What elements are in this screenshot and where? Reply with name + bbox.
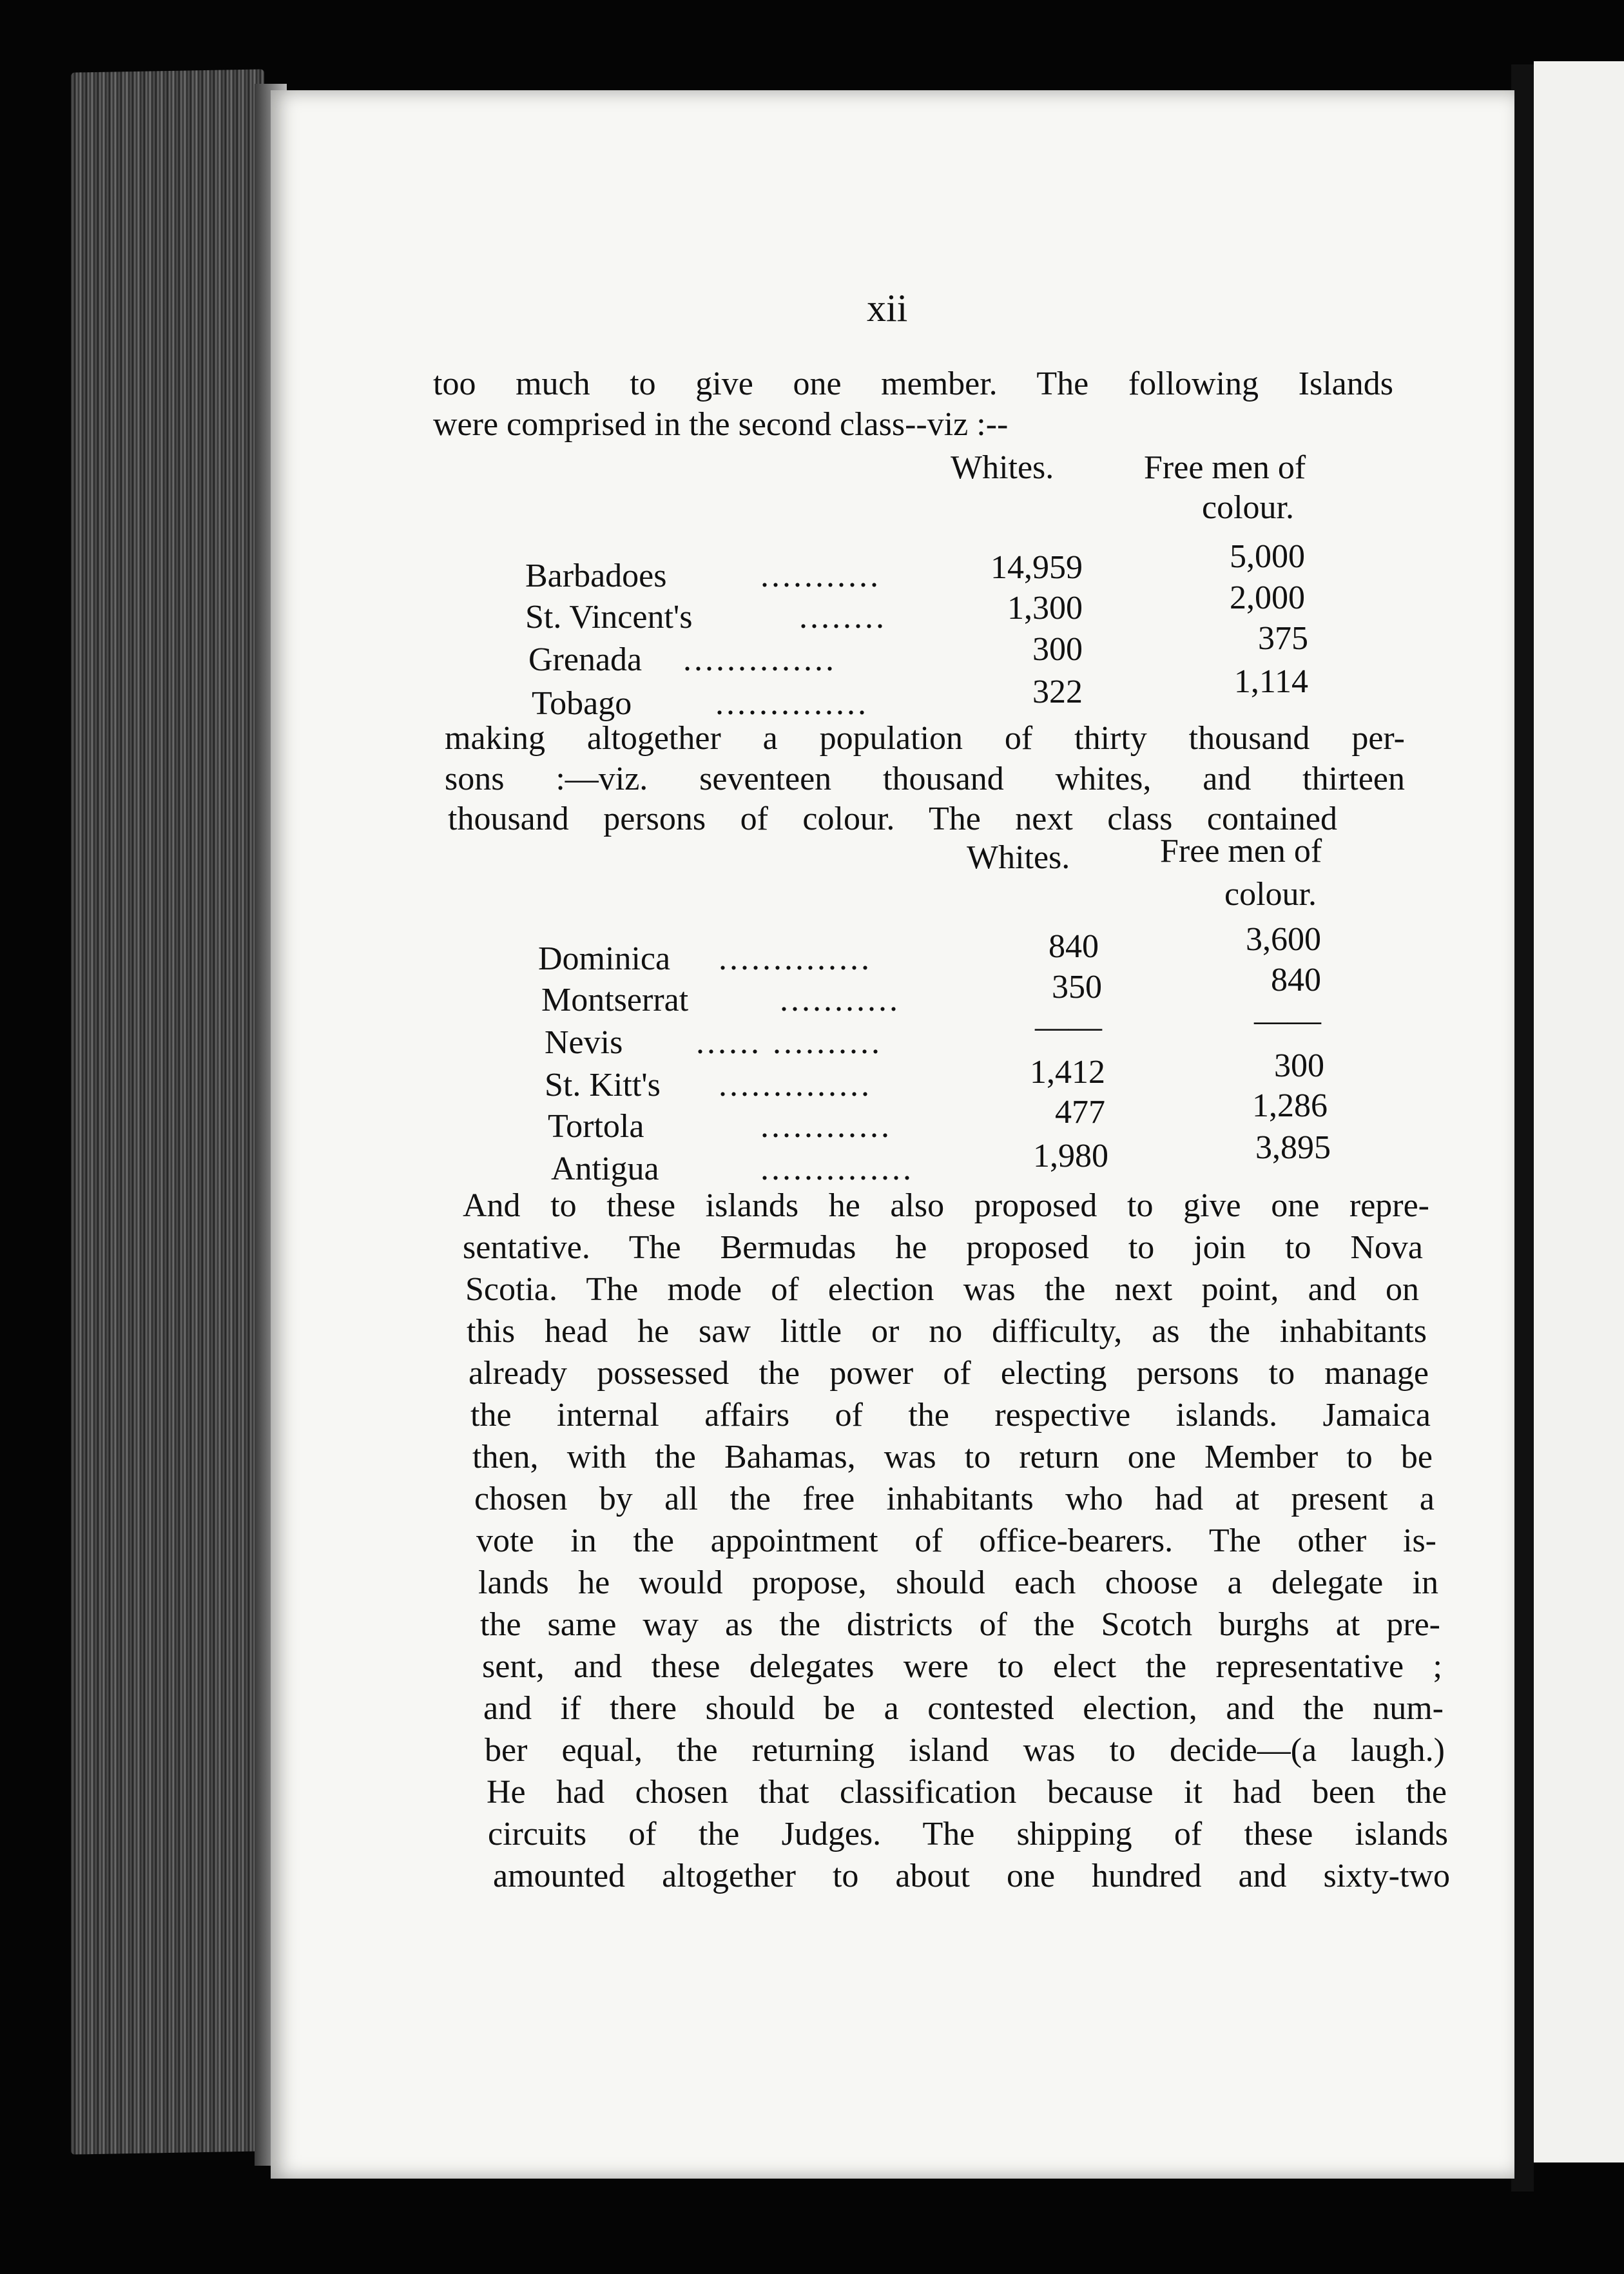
whites-value: 477 [1055, 1094, 1105, 1131]
free-value: 5,000 [1230, 538, 1305, 575]
middle-line: thousand persons of colour. The next class contained [448, 801, 1337, 837]
whites-value: 840 [1049, 928, 1099, 965]
leader-dots: ...... .......... [696, 1024, 882, 1061]
body-line: sent, and these delegates were to elect the representative ; [482, 1648, 1442, 1685]
island-name: St. Kitt's [545, 1067, 661, 1103]
intro-line: too much to give one member. The following Islands [433, 365, 1393, 402]
intro-line: were comprised in the second class--viz :-- [433, 406, 1009, 443]
book-page-edges [71, 69, 264, 2154]
book-spine-gap [1511, 64, 1534, 2191]
free-value: 300 [1274, 1047, 1324, 1084]
table2-head-free-2: colour. [1224, 876, 1317, 913]
body-line: Scotia. The mode of election was the next point, and on [465, 1271, 1419, 1308]
island-name: Nevis [545, 1024, 623, 1061]
body-line: this head he saw little or no difficulty, as the inhabitants [467, 1313, 1427, 1350]
body-line: and if there should be a contested election, and the num- [483, 1690, 1444, 1727]
leader-dots: ........... [780, 982, 900, 1018]
leader-dots: .............. [715, 685, 869, 722]
body-line: And to these islands he also proposed to give one repre- [463, 1187, 1429, 1224]
leader-dots: .............. [683, 641, 836, 678]
body-line: sentative. The Bermudas he proposed to join to Nova [463, 1229, 1423, 1266]
body-line: already possessed the power of electing persons to manage [469, 1355, 1429, 1392]
free-value: 3,600 [1246, 921, 1321, 958]
whites-value: 1,300 [1007, 590, 1083, 627]
free-value: 1,114 [1233, 663, 1308, 700]
body-line: amounted altogether to about one hundred and sixty-two [493, 1858, 1450, 1894]
body-line: He had chosen that classification because it had been the [487, 1774, 1447, 1811]
table1-head-whites: Whites. [951, 449, 1054, 486]
free-value: 840 [1271, 962, 1321, 998]
island-name: Barbadoes [525, 558, 667, 594]
whites-value: 1,412 [1030, 1054, 1105, 1091]
body-line: then, with the Bahamas, was to return one Member to be [472, 1439, 1433, 1475]
island-name: Tortola [548, 1108, 644, 1145]
free-value: 2,000 [1230, 579, 1305, 616]
leader-dots: .............. [719, 940, 872, 977]
island-name: St. Vincent's [525, 599, 693, 636]
whites-value: 350 [1052, 969, 1102, 1006]
whites-value: 1,980 [1033, 1138, 1108, 1174]
whites-value: —— [1035, 1009, 1102, 1045]
middle-line: sons :—viz. seventeen thousand whites, and thirteen [445, 761, 1405, 797]
body-line: the internal affairs of the respective islands. Jamaica [470, 1397, 1431, 1433]
leader-dots: .............. [719, 1067, 872, 1103]
body-line: vote in the appointment of office-bearers. The other is- [476, 1522, 1436, 1559]
whites-value: 14,959 [991, 549, 1083, 586]
free-value: —— [1254, 1002, 1321, 1039]
free-value: 375 [1258, 620, 1308, 657]
body-line: the same way as the districts of the Scotch burghs at pre- [480, 1606, 1440, 1643]
leader-dots: ............ [760, 1108, 892, 1145]
body-line: chosen by all the free inhabitants who had at present a [474, 1481, 1435, 1517]
table1-head-free-1: Free men of [1144, 449, 1306, 486]
body-line: circuits of the Judges. The shipping of these islands [488, 1816, 1448, 1852]
table2-head-free-1: Free men of [1160, 833, 1322, 870]
island-name: Montserrat [541, 982, 689, 1018]
page-number: xii [867, 287, 908, 329]
island-name: Tobago [532, 685, 632, 722]
middle-line: making altogether a population of thirty thousand per- [445, 720, 1405, 757]
body-line: lands he would propose, should each choose a delegate in [478, 1564, 1438, 1601]
facing-page [1534, 61, 1624, 2162]
free-value: 1,286 [1252, 1087, 1328, 1124]
free-value: 3,895 [1255, 1129, 1331, 1166]
island-name: Grenada [528, 641, 643, 678]
whites-value: 322 [1032, 674, 1083, 710]
leader-dots: .............. [760, 1151, 914, 1187]
leader-dots: ........... [760, 558, 881, 594]
table2-head-whites: Whites. [967, 839, 1070, 876]
island-name: Antigua [551, 1151, 659, 1187]
leader-dots: ........ [799, 599, 887, 636]
whites-value: 300 [1032, 631, 1083, 668]
table1-head-free-2: colour. [1202, 489, 1294, 526]
island-name: Dominica [538, 940, 671, 977]
body-line: ber equal, the returning island was to decide—(a laugh.) [485, 1732, 1445, 1769]
